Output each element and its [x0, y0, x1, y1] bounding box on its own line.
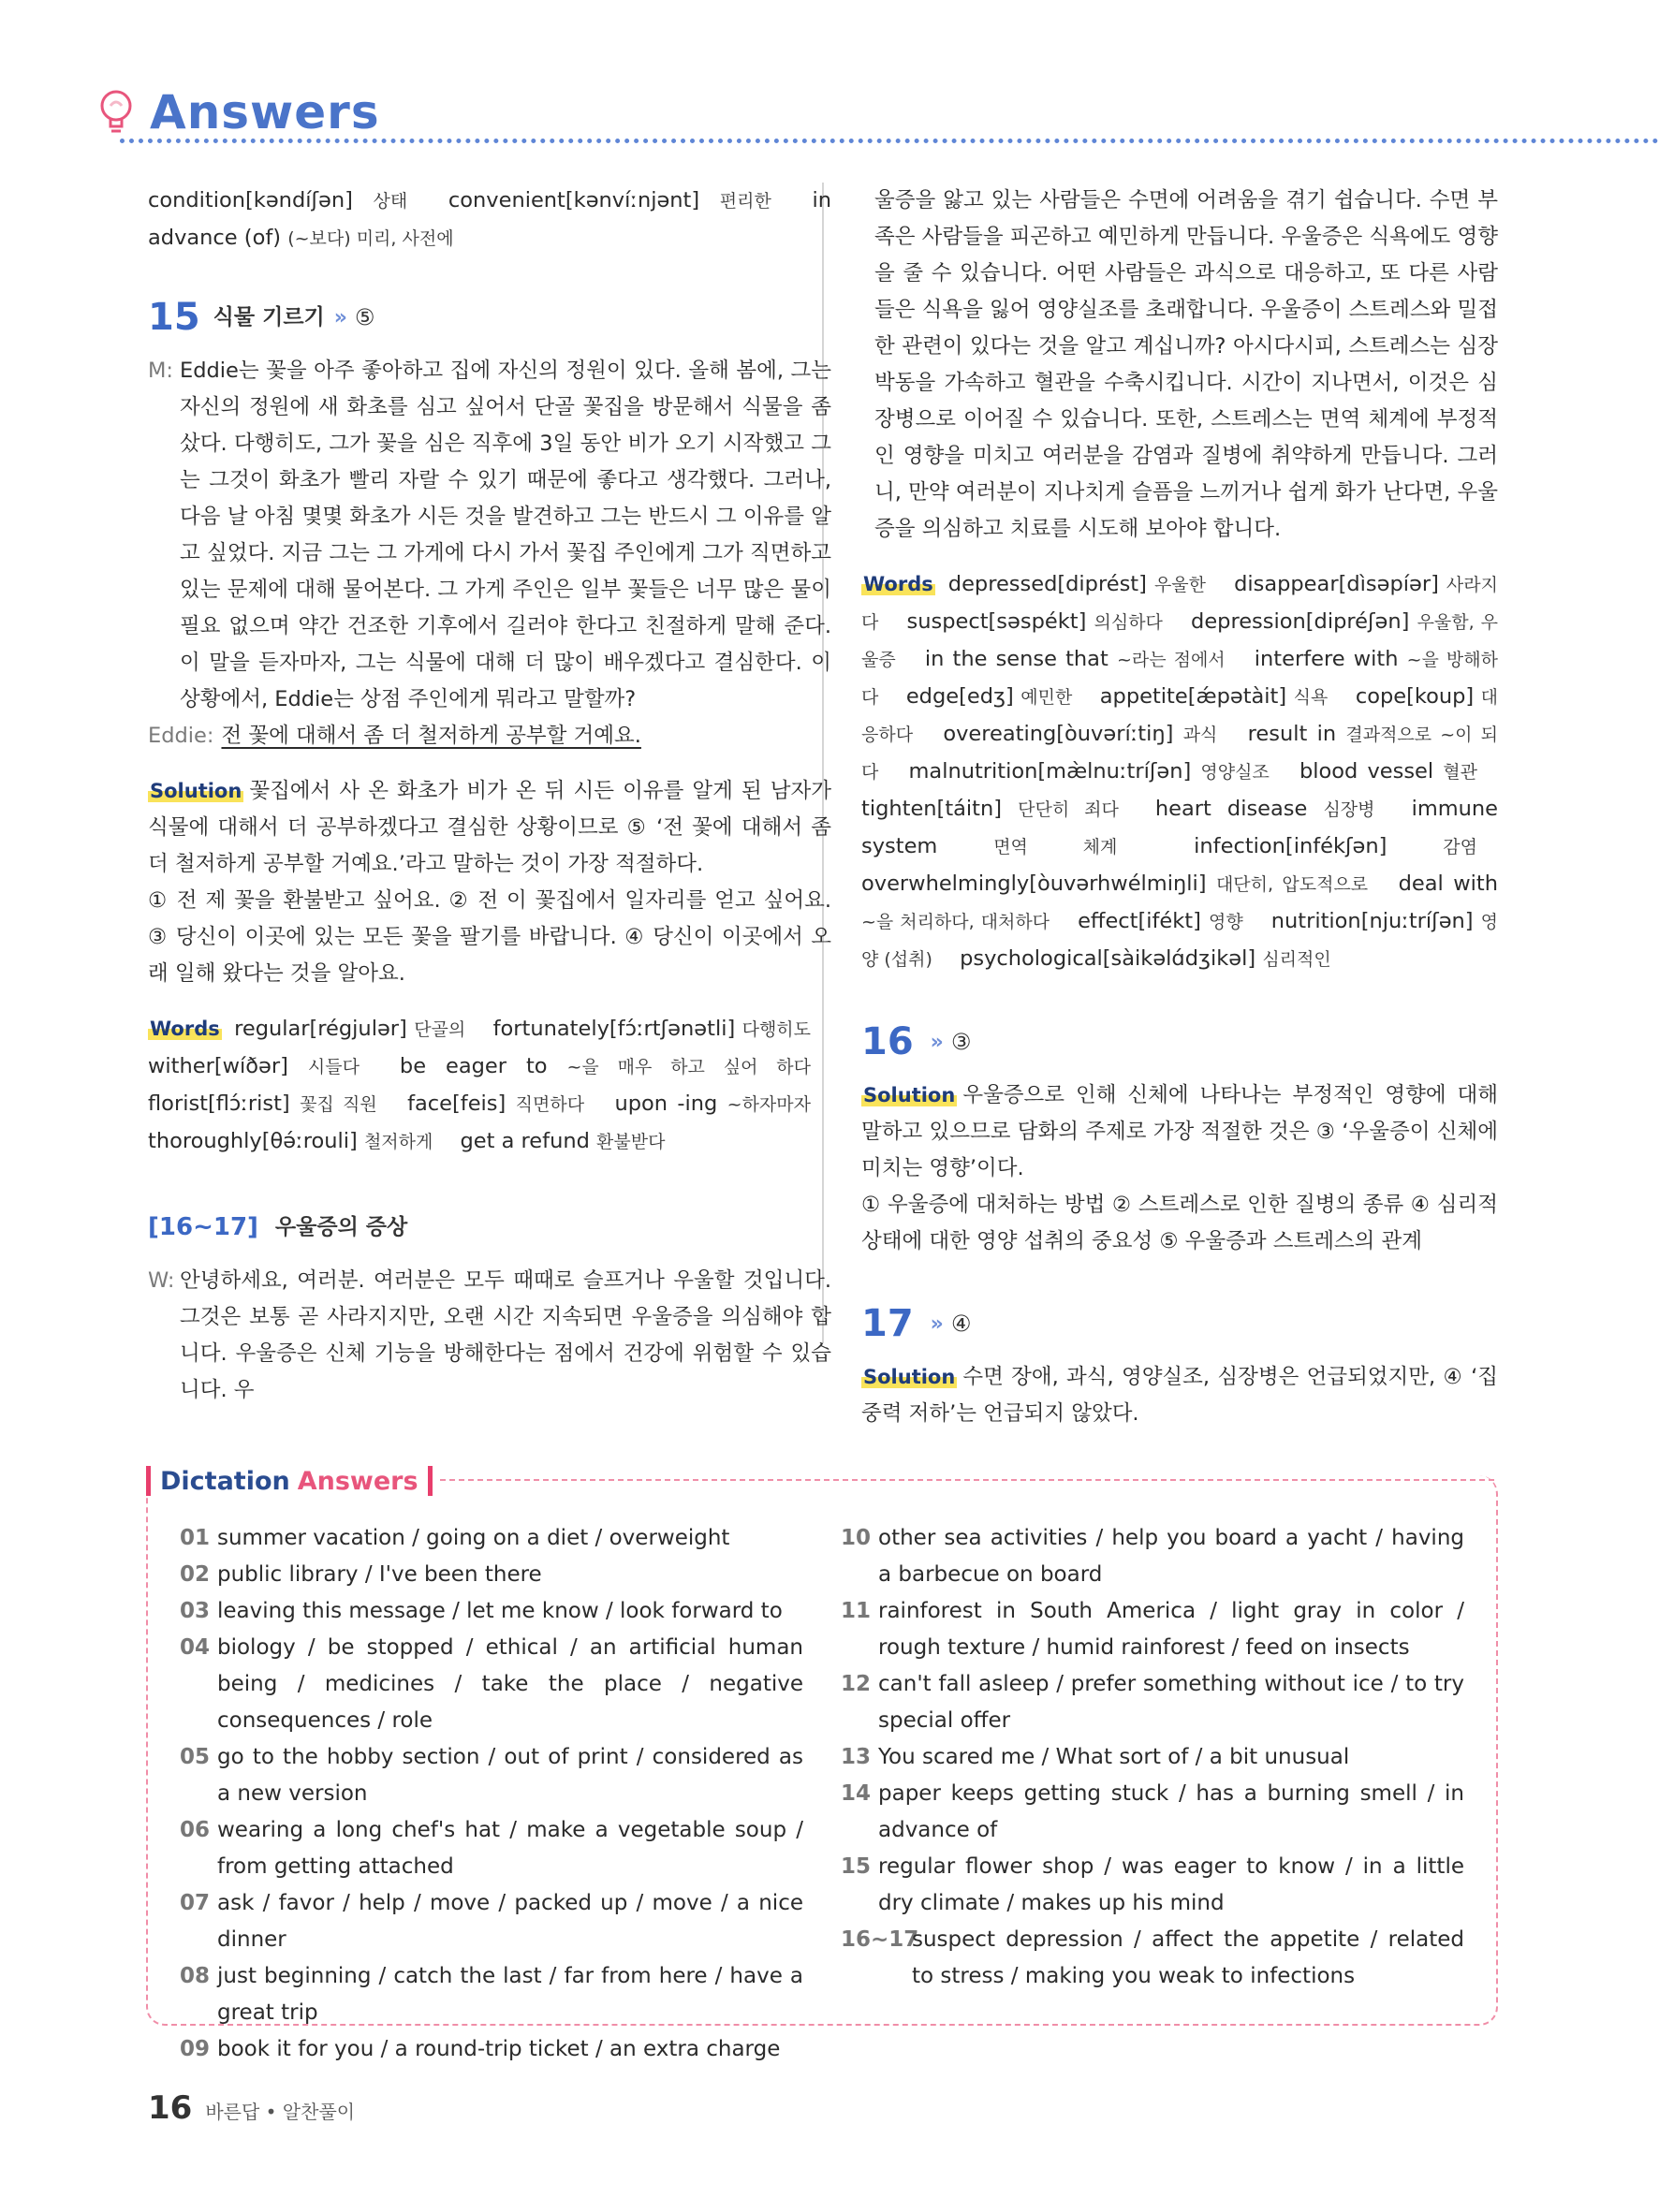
- words-badge: Words: [863, 573, 933, 595]
- list-item: 06 wearing a long chef's hat / make a vegetable soup / from getting attached: [180, 1818, 803, 1879]
- list-item: 07 ask / favor / help / move / packed up / move / a nice dinner: [180, 1891, 803, 1952]
- options-15: ① 전 제 꽃을 환불받고 싶어요. ② 전 이 꽃집에서 일자리를 얻고 싶어요. ③ 당신이 이곳에 있는 모든 꽃을 팔기를 바랍니다. ④ 당신이 이곳에서 오래 일해 왔다는 것을 알아요.: [148, 888, 831, 986]
- lightbulb-icon: [97, 87, 139, 138]
- words-16-17: Words depressed[diprést] 우울한 disappear[dìsəpíər] 사라지다 suspect[səspékt] 의심하다 depression[dipréʃən] 우울함, 우울증 in the sense that ~라는 점에서 interfere with ~을 방해하다 edge[edʒ] 예민한 appetite[ǽpətàit] 식욕 cope[koup] 대응하다 overeating[òuvəríːtiŋ] 과식 result in 결과적으로 ~이 되다 malnutrition[mæ̀lnuːtríʃən] 영양실조 blood vessel 혈관 tighten[táitn] 단단히 죄다 heart disease 심장병 immune system 면역 체계 infection[infékʃən] 감염 overwhelmingly[òuvərhwélmiŋli] 대단히, 압도적으로 deal with ~을 처리하다, 대처하다 effect[ifékt] 영향 nutrition[njuːtríʃən] 영양 (섭취) psychological[sàikəlɑ́dʒikəl] 심리적인: [861, 572, 1499, 971]
- double-chevron-icon: ››: [930, 1030, 940, 1054]
- dictation-left-list: [180, 1520, 803, 2068]
- list-item: 02 public library / I've been there: [180, 1562, 542, 1587]
- section-answer: ⑤: [354, 303, 375, 330]
- list-item: 11 rainforest in South America / light gray in color / rough texture / humid rainforest / feed on insects: [841, 1599, 1464, 1660]
- options-16: ① 우울증에 대처하는 방법 ② 스트레스로 인한 질병의 종류 ④ 심리적 상태에 대한 영양 섭취의 중요성 ⑤ 우울증과 스트레스의 관계: [861, 1193, 1498, 1253]
- section-17-heading: [861, 1302, 1498, 1345]
- section-answer: ④: [950, 1310, 972, 1337]
- list-item: 10 other sea activities / help you board a yacht / having a barbecue on board: [841, 1526, 1464, 1587]
- list-item: 16~17 suspect depression / affect the appetite / related to stress / making you weak to infections: [841, 1927, 1464, 1988]
- dictation-title: Dictation Answers: [146, 1464, 438, 1498]
- title-bar: [428, 1466, 433, 1496]
- page-footer: [148, 2089, 355, 2127]
- right-column: [861, 183, 1498, 1432]
- double-chevron-icon: ››: [333, 305, 344, 330]
- section-answer: ③: [950, 1028, 972, 1055]
- list-item: 13 You scared me / What sort of / a bit unusual: [841, 1745, 1350, 1769]
- page-number: 16: [148, 2089, 193, 2127]
- section-16-17-heading: [148, 1209, 831, 1246]
- script-m: M: Eddie는 꽃을 아주 좋아하고 집에 자신의 정원이 있다. 올해 봄에, 그는 자신의 정원에 새 화초를 심고 싶어서 단골 꽃집을 방문해서 식물을 좀 샀다. 다행히도, 그가 꽃을 심은 직후에 3일 동안 비가 오기 시작했고 그는 그것이 화초가 빨리 자랄 수 있기 때문에 좋다고 생각했다. 그러나, 다음 날 아침 몇몇 화초가 시든 것을 발견하고 그는 반드시 그 이유를 알고 싶었다. 지금 그는 그 가게에 다시 가서 꽃집 주인에게 그가 직면하고 있는 문제에 대해 물어본다. 그 가게 주인은 일부 꽃들은 너무 많은 물이 필요 없으며 약간 건조한 기후에서 길러야 한다고 친절하게 말해 준다. 이 말을 듣자마자, 그는 식물에 대해 더 많이 배우겠다고 결심한다. 이 상황에서, Eddie는 상점 주인에게 뭐라고 말할까?: [148, 359, 831, 711]
- list-item: 05 go to the hobby section / out of print / considered as a new version: [180, 1745, 803, 1806]
- section-number: 15: [148, 296, 200, 339]
- dictation-right-list: [841, 1520, 1464, 1995]
- section-number: [16~17]: [148, 1213, 258, 1241]
- section-number: 17: [861, 1302, 914, 1345]
- dictation-top-rule: [412, 1479, 1494, 1481]
- words-15: Words regular[régjulər] 단골의 fortunately[fɔ́ːrtʃənətli] 다행히도 wither[wíðər] 시들다 be eager to ~을 매우 하고 싶어 하다 florist[flɔ́ːrist] 꽃집 직원 face[feis] 직면하다 upon -ing ~하자마자 thoroughly[θə́ːrouli] 철저하게 get a refund 환불받다: [148, 1017, 812, 1153]
- page-header: [97, 84, 380, 140]
- solution-badge: Solution: [863, 1366, 956, 1388]
- solution-15: Solution 꽃집에서 사 온 화초가 비가 온 뒤 시든 이유를 알게 된 남자가 식물에 대해서 더 공부하겠다고 결심한 상황이므로 ⑤ ‘전 꽃에 대해서 좀 더 철저하게 공부할 거예요.’라고 말하는 것이 가장 적절하다. ① 전 제 꽃을 환불받고 싶어요. ② 전 이 꽃집에서 일자리를 얻고 싶어요. ③ 당신이 이곳에 있는 모든 꽃을 팔기를 바랍니다. ④ 당신이 이곳에서 오래 일해 왔다는 것을 알아요.: [148, 773, 831, 992]
- solution-16: Solution 우울증으로 인해 신체에 나타나는 부정적인 영향에 대해 말하고 있으므로 담화의 주제로 가장 적절한 것은 ③ ‘우울증이 신체에 미치는 영향’이다.: [861, 1083, 1498, 1180]
- solution-badge: Solution: [863, 1084, 956, 1106]
- solution-17: Solution 수면 장애, 과식, 영양실조, 심장병은 언급되었지만, ④ ‘집중력 저하’는 언급되지 않았다.: [861, 1365, 1498, 1426]
- section-16-heading: [861, 1020, 1498, 1063]
- solution-badge: Solution: [150, 780, 242, 802]
- double-chevron-icon: ››: [930, 1311, 940, 1336]
- section-number: 16: [861, 1020, 914, 1063]
- title-bar: [146, 1466, 151, 1496]
- list-item: 12 can't fall asleep / prefer something without ice / to try special offer: [841, 1672, 1464, 1733]
- list-item: 09 book it for you / a round-trip ticket / an extra charge: [180, 2037, 781, 2061]
- list-item: 01 summer vacation / going on a diet / overweight: [180, 1526, 730, 1550]
- list-item: 08 just beginning / catch the last / far from here / have a great trip: [180, 1964, 803, 2025]
- list-item: 15 regular flower shop / was eager to know / in a little dry climate / makes up his mind: [841, 1854, 1464, 1915]
- list-item: 03 leaving this message / let me know / look forward to: [180, 1599, 783, 1623]
- left-column: [148, 183, 831, 1409]
- words-badge: Words: [150, 1018, 220, 1040]
- list-item: 14 paper keeps getting stuck / has a burning smell / in advance of: [841, 1781, 1464, 1842]
- list-item: 04 biology / be stopped / ethical / an artificial human being / medicines / take the place / negative consequences / role: [180, 1635, 803, 1733]
- script-w: W: 안녕하세요, 여러분. 여러분은 모두 때때로 슬프거나 우울할 것입니다. 그것은 보통 곧 사라지지만, 오랜 시간 지속되면 우울증을 의심해야 합니다. 우울증은 신체 기능을 방해한다는 점에서 건강에 위험할 수 있습니다. 우: [148, 1268, 831, 1402]
- section-title: 식물 기르기: [213, 304, 325, 330]
- section-title: 우울증의 증상: [274, 1215, 408, 1239]
- section-15-heading: [148, 296, 831, 339]
- words-top: condition[kəndíʃən] 상태 convenient[kənvíːnjənt] 편리한 in advance (of) (~보다) 미리, 사전에: [148, 188, 831, 250]
- book-title: 바른답 • 알찬풀이: [205, 2101, 356, 2123]
- script-eddie: Eddie: 전 꽃에 대해서 좀 더 철저하게 공부할 거예요.: [148, 724, 641, 748]
- script-w-continued: 울증을 앓고 있는 사람들은 수면에 어려움을 겪기 쉽습니다. 수면 부족은 사람들을 피곤하고 예민하게 만듭니다. 우울증은 식욕에도 영향을 줄 수 있습니다. 어떤 사람들은 과식으로 대응하고, 또 다른 사람들은 식욕을 잃어 영양실조를 초래합니다. 우울증이 스트레스와 밀접한 관련이 있다는 것을 알고 계십니까? 아시다시피, 스트레스는 심장 박동을 가속하고 혈관을 수축시킵니다. 시간이 지나면서, 이것은 심장병으로 이어질 수 있습니다. 또한, 스트레스는 면역 체계에 부정적인 영향을 미치고 여러분을 감염과 질병에 취약하게 만듭니다. 그러니, 만약 여러분이 지나치게 슬픔을 느끼거나 쉽게 화가 난다면, 우울증을 의심하고 치료를 시도해 보아야 합니다.: [874, 188, 1498, 541]
- header-dotted-rule: [120, 139, 1659, 143]
- page-title: Answers: [150, 85, 380, 139]
